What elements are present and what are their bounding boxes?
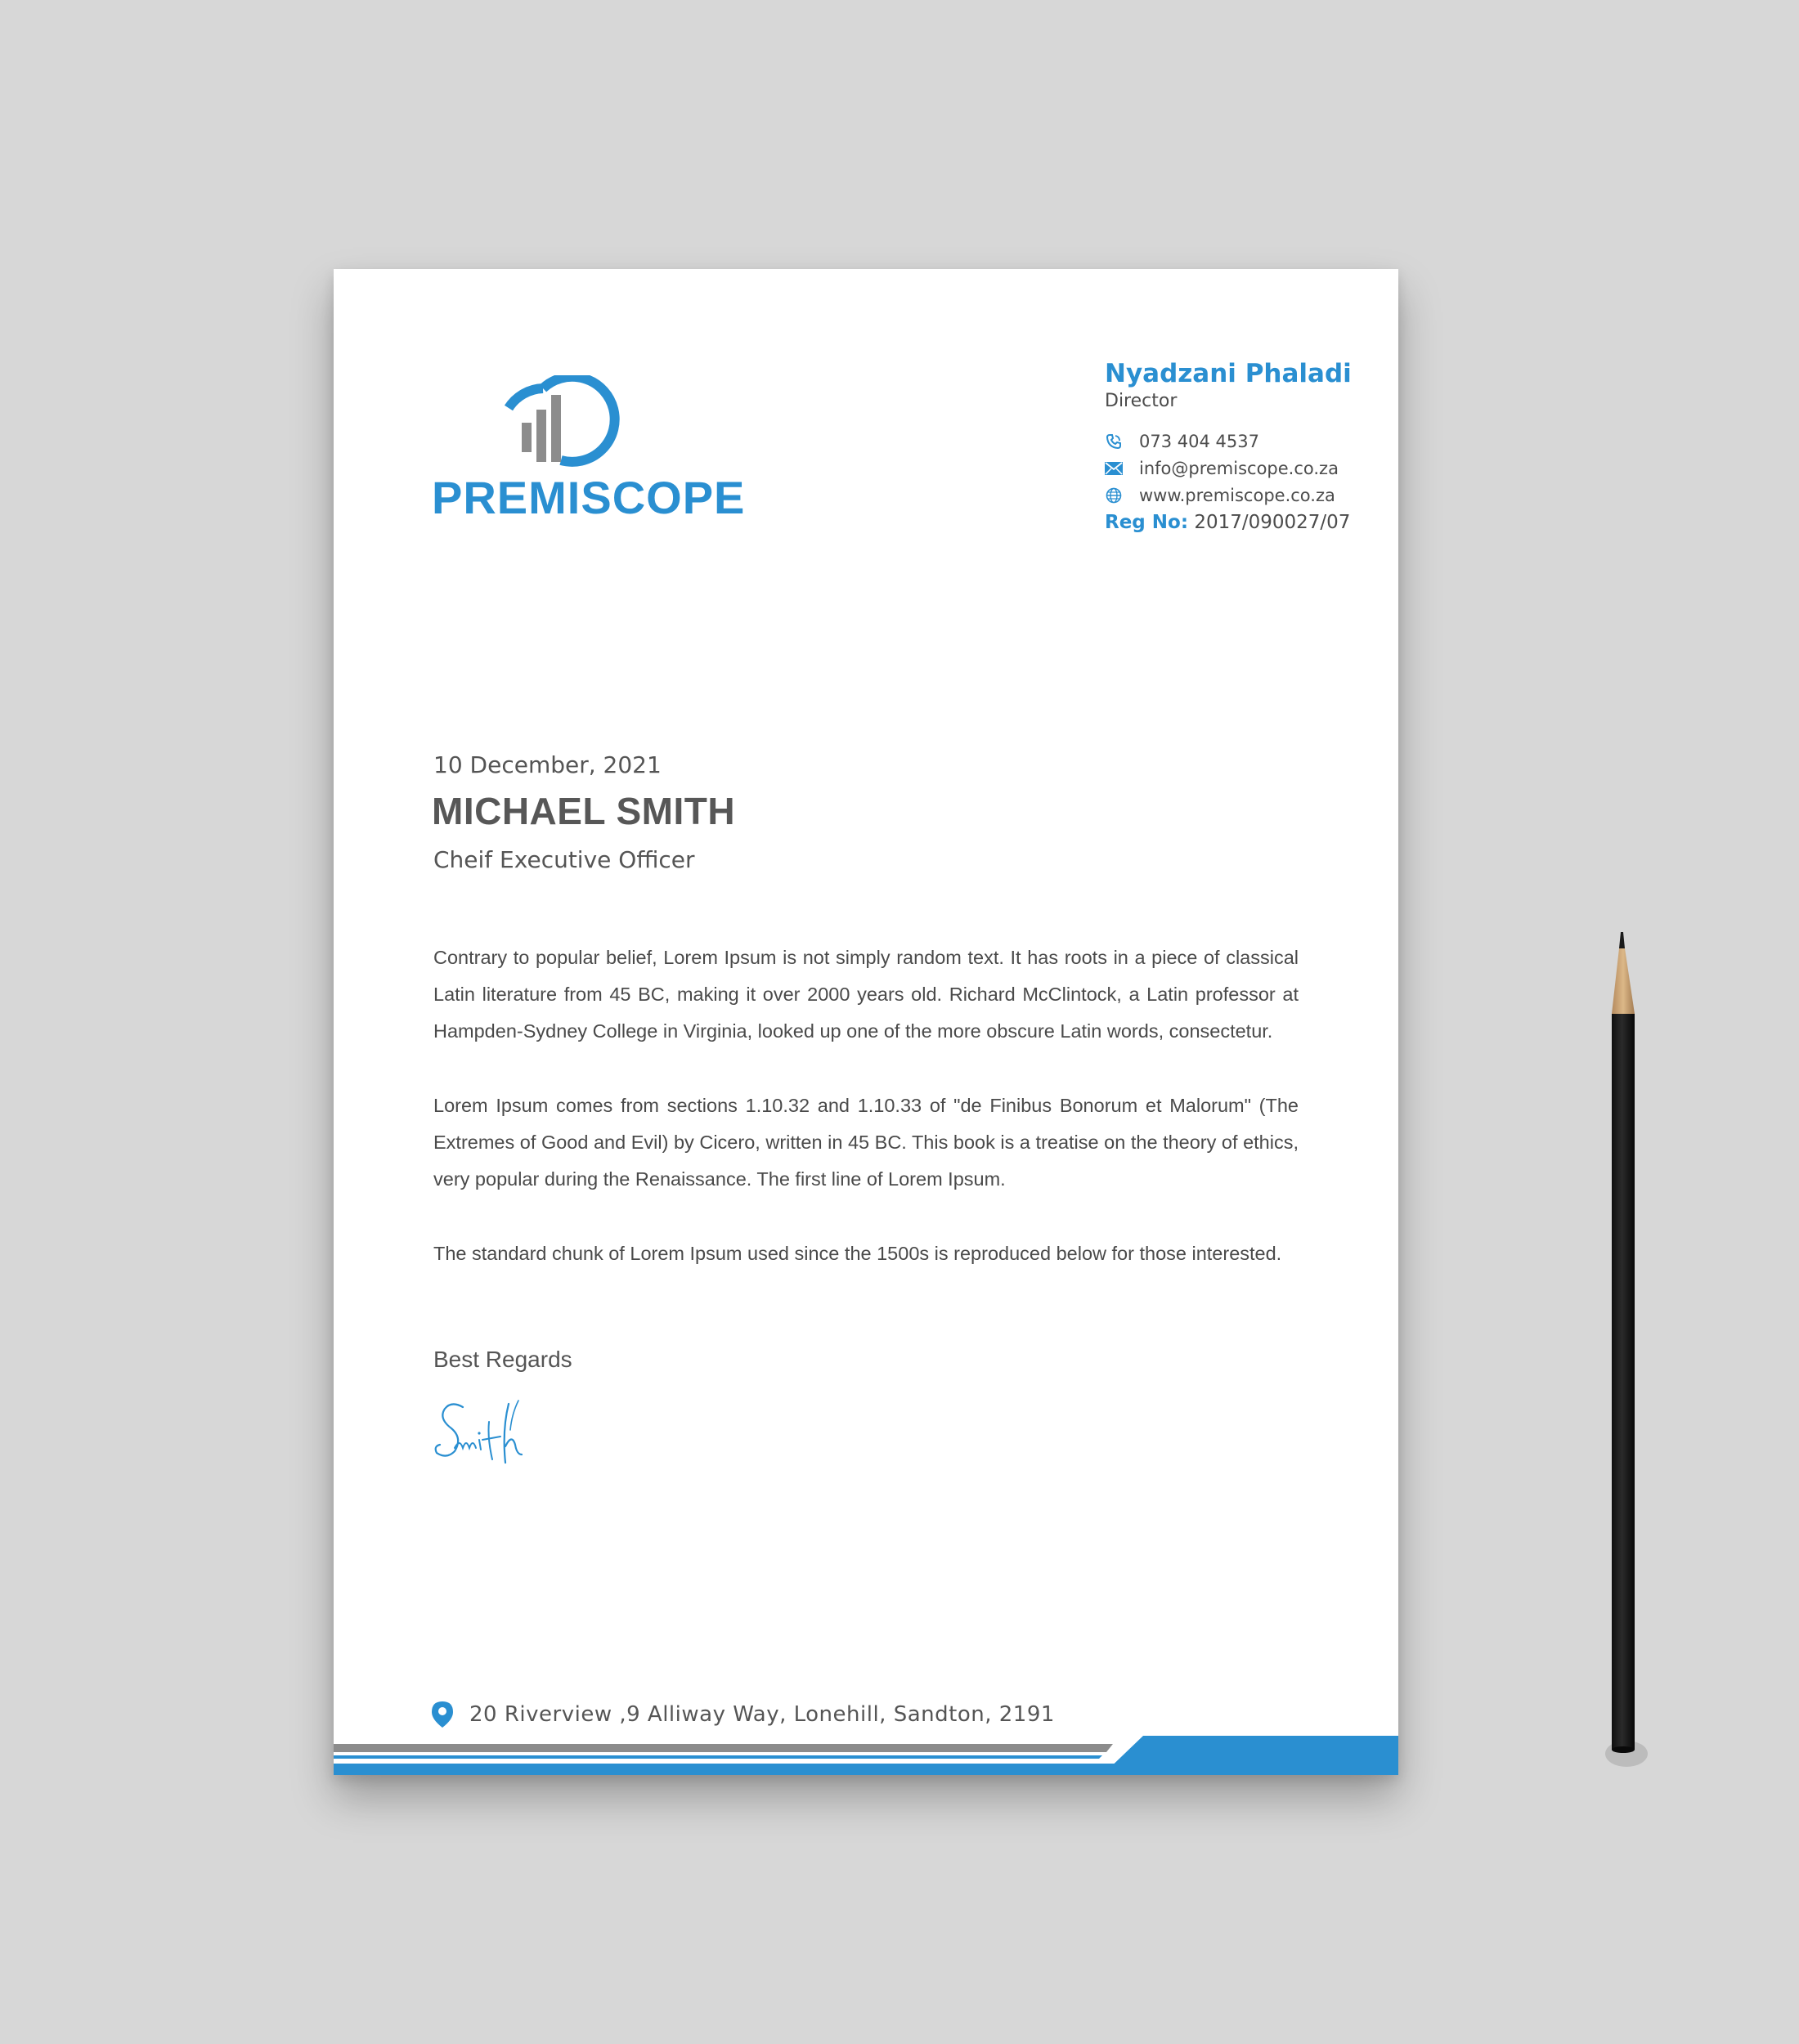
footer-stripes: [334, 1732, 1398, 1775]
recipient-title: Cheif Executive Officer: [433, 846, 695, 873]
letterhead-page: [334, 269, 1398, 1775]
registration-number: [1105, 512, 1383, 533]
sender-name: Nyadzani Phaladi: [1105, 359, 1352, 388]
email-address: info@premiscope.co.za: [1139, 458, 1339, 478]
body-paragraph: The standard chunk of Lorem Ipsum used since the 1500s is reproduced below for those interested.: [433, 1243, 1282, 1264]
closing-line: Best Regards: [433, 1347, 572, 1372]
letter-body: [433, 939, 1299, 1272]
recipient-name: MICHAEL SMITH: [432, 790, 736, 832]
phone-number: 073 404 4537: [1139, 431, 1259, 451]
company-address: [432, 1701, 1055, 1728]
globe-icon: [1105, 486, 1123, 504]
reg-value: 2017/090027/07: [1194, 512, 1351, 534]
email-row: [1105, 455, 1383, 482]
bar-chart-circle-logo-icon: [432, 375, 628, 473]
reg-label: Reg No:: [1105, 512, 1189, 534]
sender-role: Director: [1105, 391, 1178, 412]
handwritten-signature: [430, 1397, 553, 1483]
website-url: www.premiscope.co.za: [1139, 485, 1335, 505]
address-text: 20 Riverview ,9 Alliway Way, Lonehill, Sandton, 2191: [469, 1702, 1055, 1727]
pencil-prop: [1599, 932, 1648, 1803]
body-paragraph: Lorem Ipsum comes from sections 1.10.32 and 1.10.33 of "de Finibus Bonorum et Malorum" (The Extremes of Good and Evil) by Cicero, written in 45 BC. This book is a treatise on the theory of ethics, very popular during the Renaissance. The first line of Lorem Ipsum.: [433, 1095, 1299, 1190]
phone-icon: [1105, 433, 1123, 450]
body-paragraph: Contrary to popular belief, Lorem Ipsum is not simply random text. It has roots in a piece of classical Latin literature from 45 BC, making it over 2000 years old. Richard McClintock, a Latin professor at Hampden-Sydney College in Virginia, looked up one of the more obscure Latin words, consectetur.: [433, 947, 1299, 1042]
envelope-icon: [1105, 459, 1123, 477]
location-pin-icon: [432, 1701, 453, 1728]
company-name: PREMISCOPE: [432, 472, 746, 523]
contact-block: [1105, 359, 1383, 533]
phone-row: [1105, 428, 1383, 455]
website-row: [1105, 482, 1383, 509]
letter-date: 10 December, 2021: [433, 751, 662, 778]
